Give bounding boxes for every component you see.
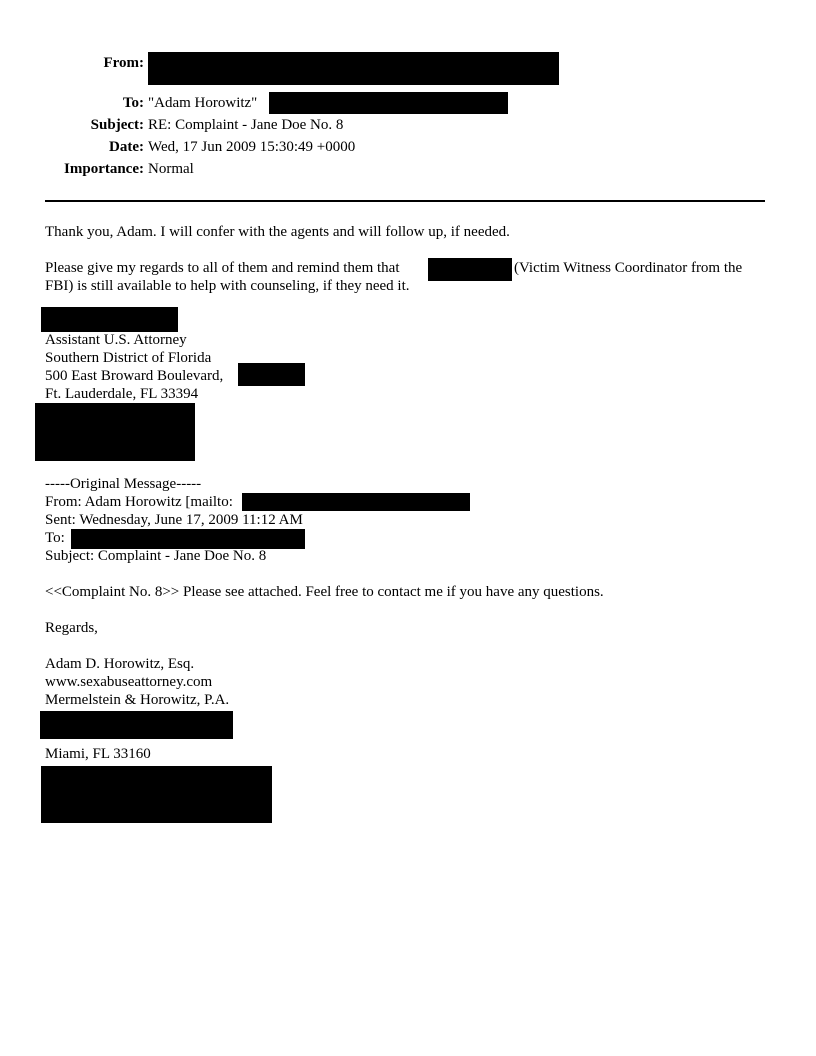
original-message: <<Complaint No. 8>> Please see attached. Feel free to contact me if you have any questions. xyxy=(45,584,604,600)
original-regards: Regards, xyxy=(45,620,98,636)
body-line-2b: (Victim Witness Coordinator from the xyxy=(514,260,743,276)
redaction-from xyxy=(148,52,559,85)
redaction-suite xyxy=(238,363,305,386)
redaction-firm-contact xyxy=(41,766,272,823)
redaction-original-email xyxy=(242,493,470,511)
original-subject: Subject: Complaint - Jane Doe No. 8 xyxy=(45,548,267,564)
original-sig-firm: Mermelstein & Horowitz, P.A. xyxy=(45,692,230,708)
redaction-firm-address xyxy=(40,711,233,739)
signature-address-2: Ft. Lauderdale, FL 33394 xyxy=(45,386,199,402)
redaction-coordinator xyxy=(428,258,512,281)
original-sent: Sent: Wednesday, June 17, 2009 11:12 AM xyxy=(45,512,303,528)
redaction-contact-block xyxy=(35,403,195,461)
original-to: To: xyxy=(45,530,65,546)
date-value: Wed, 17 Jun 2009 15:30:49 +0000 xyxy=(148,139,356,155)
signature-title: Assistant U.S. Attorney xyxy=(45,332,187,348)
original-from: From: Adam Horowitz [mailto: xyxy=(45,494,233,510)
signature-office: Southern District of Florida xyxy=(45,350,212,366)
body-line-2a: Please give my regards to all of them and remind them that xyxy=(45,260,400,276)
original-sig-web: www.sexabuseattorney.com xyxy=(45,674,213,690)
subject-value: RE: Complaint - Jane Doe No. 8 xyxy=(148,117,344,133)
from-label: From: xyxy=(103,55,144,71)
signature-address-1: 500 East Broward Boulevard, xyxy=(45,368,224,384)
subject-label: Subject: xyxy=(90,117,144,133)
original-separator: -----Original Message----- xyxy=(45,476,202,492)
header-divider xyxy=(45,200,765,202)
to-label: To: xyxy=(122,95,144,111)
original-sig-city: Miami, FL 33160 xyxy=(45,746,151,762)
importance-value: Normal xyxy=(148,161,194,177)
body-line-1: Thank you, Adam. I will confer with the agents and will follow up, if needed. xyxy=(45,224,510,240)
to-name: "Adam Horowitz" xyxy=(148,95,258,111)
date-label: Date: xyxy=(109,139,144,155)
body-line-3: FBI) is still available to help with counseling, if they need it. xyxy=(45,278,410,294)
redaction-to xyxy=(269,92,508,114)
original-sig-name: Adam D. Horowitz, Esq. xyxy=(45,656,195,672)
importance-label: Importance: xyxy=(64,161,144,177)
redaction-sender-name xyxy=(41,307,178,332)
redaction-original-to xyxy=(71,529,305,549)
